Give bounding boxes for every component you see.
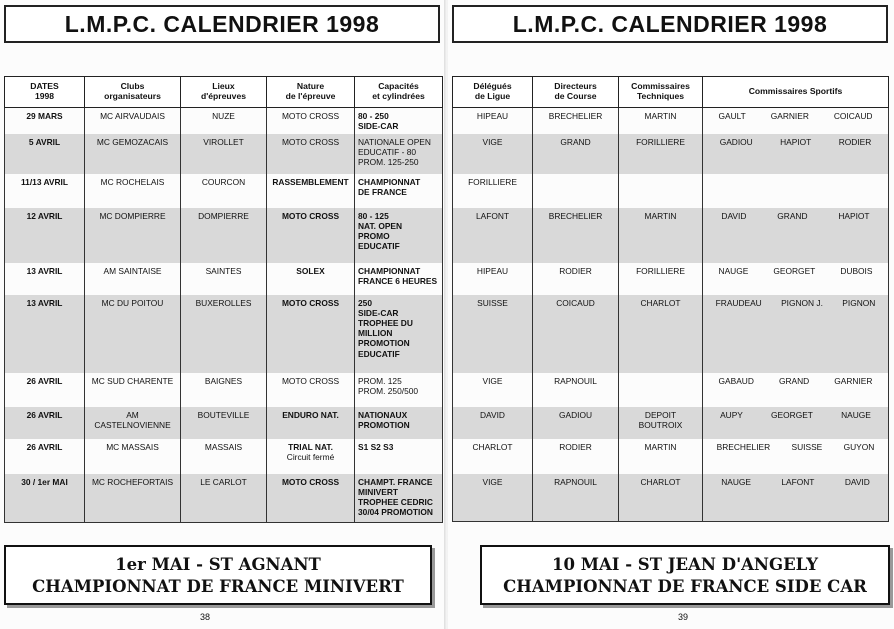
date-cell: 12 AVRIL <box>5 208 85 263</box>
right-event-banner <box>480 545 890 605</box>
table-row <box>5 263 443 295</box>
lieu-cell: SAINTES <box>181 263 267 295</box>
left-table-header <box>5 77 443 108</box>
commissaire-technique-cell: FORILLIERE <box>619 263 703 295</box>
sportif-name: GEORGET <box>771 409 813 420</box>
header-directeurs: Directeurs de Course <box>533 77 619 108</box>
commissaire-technique-cell: DEPOIT BOUTROIX <box>619 407 703 439</box>
sportif-name: DAVID <box>844 476 870 487</box>
left-page-number: 38 <box>200 612 211 622</box>
table-row <box>5 108 443 135</box>
directeur-cell: COICAUD <box>533 295 619 373</box>
sportifs-list <box>706 111 885 121</box>
sportif-name: PIGNON <box>842 297 876 308</box>
table-row <box>5 439 443 474</box>
table-row <box>5 295 443 373</box>
sportif-name: HAPIOT <box>838 210 870 221</box>
nature-cell: MOTO CROSS <box>267 108 355 135</box>
delegue-cell: CHARLOT <box>453 439 533 474</box>
left-banner-line1: 1er MAI - ST AGNANT <box>115 555 321 574</box>
directeur-cell: BRECHELIER <box>533 208 619 263</box>
date-cell: 5 AVRIL <box>5 134 85 174</box>
nature-subtext: Circuit fermé <box>286 452 335 463</box>
table-row <box>5 174 443 208</box>
date-cell: 26 AVRIL <box>5 407 85 439</box>
commissaires-sportifs-cell <box>703 263 889 295</box>
sportif-name: SUISSE <box>791 441 823 452</box>
sportifs-list <box>706 266 885 276</box>
sportif-name: DUBOIS <box>840 265 873 276</box>
lieu-cell: DOMPIERRE <box>181 208 267 263</box>
sportifs-list <box>706 137 885 147</box>
sportifs-list <box>706 410 885 420</box>
capacites-cell: 80 - 125 NAT. OPEN PROMO EDUCATIF <box>355 208 443 263</box>
sportif-name: GAULT <box>718 111 746 121</box>
commissaires-sportifs-cell <box>703 407 889 439</box>
lieu-cell: BOUTEVILLE <box>181 407 267 439</box>
directeur-cell: BRECHELIER <box>533 108 619 134</box>
capacites-cell: 80 - 250 SIDE-CAR <box>355 108 443 135</box>
lieu-cell: BAIGNES <box>181 373 267 407</box>
header-techniques: Commissaires Techniques <box>619 77 703 108</box>
nature-cell: MOTO CROSS <box>267 134 355 174</box>
commissaires-sportifs-cell <box>703 439 889 474</box>
directeur-cell: RODIER <box>533 263 619 295</box>
left-page <box>0 0 446 629</box>
sportifs-list <box>706 442 885 452</box>
sportif-name: GRAND <box>778 375 810 386</box>
sportif-name: GADIOU <box>719 136 753 147</box>
sportif-name: FRAUDEAU <box>715 297 762 308</box>
sportif-name: LAFONT <box>781 476 815 487</box>
left-page-title: L.M.P.C. CALENDRIER 1998 <box>4 5 440 43</box>
header-capacites: Capacités et cylindrées <box>355 77 443 108</box>
commissaires-sportifs-cell <box>703 373 889 407</box>
club-cell: AM SAINTAISE <box>85 263 181 295</box>
nature-cell: MOTO CROSS <box>267 373 355 407</box>
capacites-cell: PROM. 125 PROM. 250/500 <box>355 373 443 407</box>
right-page-number: 39 <box>678 612 689 622</box>
club-cell: MC SUD CHARENTE <box>85 373 181 407</box>
sportif-name: GEORGET <box>773 265 816 276</box>
club-cell: MC DOMPIERRE <box>85 208 181 263</box>
commissaires-sportifs-cell <box>703 134 889 174</box>
commissaire-technique-cell: MARTIN <box>619 439 703 474</box>
club-cell: MC ROCHELAIS <box>85 174 181 208</box>
delegue-cell: VIGE <box>453 373 533 407</box>
table-row <box>5 134 443 174</box>
table-row <box>453 439 889 474</box>
left-event-banner <box>4 545 432 605</box>
commissaire-technique-cell: MARTIN <box>619 208 703 263</box>
commissaire-technique-cell: CHARLOT <box>619 474 703 522</box>
nature-cell: SOLEX <box>267 263 355 295</box>
capacites-cell: 250 SIDE-CAR TROPHEE DU MILLION PROMOTION EDUCATIF <box>355 295 443 373</box>
commissaire-technique-cell: FORILLIERE <box>619 134 703 174</box>
commissaire-technique-cell: CHARLOT <box>619 295 703 373</box>
lieu-cell: NUZE <box>181 108 267 135</box>
lieu-cell: BUXEROLLES <box>181 295 267 373</box>
capacites-cell: NATIONAUX PROMOTION <box>355 407 443 439</box>
right-page <box>448 0 894 629</box>
left-calendar-table <box>4 76 443 523</box>
commissaires-sportifs-cell <box>703 474 889 522</box>
table-row <box>453 108 889 134</box>
table-row <box>5 373 443 407</box>
left-banner-line2: CHAMPIONNAT DE FRANCE MINIVERT <box>32 577 404 596</box>
commissaires-sportifs-cell <box>703 295 889 373</box>
sportif-name: NAUGE <box>718 265 749 276</box>
sportif-name: HAPIOT <box>780 136 812 147</box>
date-cell: 11/13 AVRIL <box>5 174 85 208</box>
right-table-header <box>453 77 889 108</box>
sportif-name: NAUGE <box>721 476 751 487</box>
date-cell: 26 AVRIL <box>5 439 85 474</box>
sportif-name: GARNIER <box>834 375 873 386</box>
header-lieux: Lieux d'épreuves <box>181 77 267 108</box>
lieu-cell: COURCON <box>181 174 267 208</box>
right-page-title: L.M.P.C. CALENDRIER 1998 <box>452 5 888 43</box>
table-row <box>453 174 889 208</box>
header-clubs: Clubs organisateurs <box>85 77 181 108</box>
nature-cell: TRIAL NAT. Circuit fermé <box>267 439 355 474</box>
delegue-cell: VIGE <box>453 134 533 174</box>
sportif-name: COICAUD <box>833 111 873 121</box>
sportif-name: BRECHELIER <box>716 441 771 452</box>
sportif-name: AUPY <box>720 409 743 420</box>
date-cell: 30 / 1er MAI <box>5 474 85 522</box>
sportif-name: DAVID <box>721 210 747 221</box>
header-nature: Nature de l'épreuve <box>267 77 355 108</box>
delegue-cell: HIPEAU <box>453 108 533 134</box>
sportif-name: GABAUD <box>718 375 754 386</box>
directeur-cell: GADIOU <box>533 407 619 439</box>
sportif-name: NAUGE <box>841 409 871 420</box>
commissaire-technique-cell <box>619 373 703 407</box>
nature-cell: MOTO CROSS <box>267 295 355 373</box>
sportifs-list <box>706 298 885 308</box>
table-row <box>453 263 889 295</box>
date-cell: 13 AVRIL <box>5 295 85 373</box>
commissaires-sportifs-cell <box>703 208 889 263</box>
directeur-cell: RAPNOUIL <box>533 373 619 407</box>
club-cell: MC MASSAIS <box>85 439 181 474</box>
directeur-cell: RAPNOUIL <box>533 474 619 522</box>
date-cell: 26 AVRIL <box>5 373 85 407</box>
delegue-cell: FORILLIERE <box>453 174 533 208</box>
nature-cell: MOTO CROSS <box>267 474 355 522</box>
club-cell: MC ROCHEFORTAIS <box>85 474 181 522</box>
club-cell: MC DU POITOU <box>85 295 181 373</box>
nature-cell: RASSEMBLEMENT <box>267 174 355 208</box>
capacites-cell: NATIONALE OPEN EDUCATIF - 80 PROM. 125-250 <box>355 134 443 174</box>
club-cell: MC AIRVAUDAIS <box>85 108 181 135</box>
sportif-name: GUYON <box>843 441 875 452</box>
delegue-cell: DAVID <box>453 407 533 439</box>
nature-cell: ENDURO NAT. <box>267 407 355 439</box>
table-row <box>453 474 889 522</box>
delegue-cell: LAFONT <box>453 208 533 263</box>
lieu-cell: VIROLLET <box>181 134 267 174</box>
table-row <box>453 407 889 439</box>
delegue-cell: SUISSE <box>453 295 533 373</box>
sportifs-list <box>706 211 885 221</box>
sportifs-list <box>706 477 885 487</box>
table-row <box>453 134 889 174</box>
header-sportifs: Commissaires Sportifs <box>703 77 889 108</box>
nature-cell: MOTO CROSS <box>267 208 355 263</box>
delegue-cell: HIPEAU <box>453 263 533 295</box>
sportif-name: GARNIER <box>770 111 809 121</box>
table-row <box>5 474 443 522</box>
commissaire-technique-cell: MARTIN <box>619 108 703 134</box>
capacites-cell: CHAMPIONNAT FRANCE 6 HEURES <box>355 263 443 295</box>
commissaires-sportifs-cell <box>703 174 889 208</box>
sportif-name: RODIER <box>838 136 872 147</box>
date-cell: 13 AVRIL <box>5 263 85 295</box>
table-row <box>453 373 889 407</box>
commissaires-sportifs-cell <box>703 108 889 134</box>
directeur-cell <box>533 174 619 208</box>
capacites-cell: CHAMPIONNAT DE FRANCE <box>355 174 443 208</box>
club-cell: MC GEMOZACAIS <box>85 134 181 174</box>
right-banner-line1: 10 MAI - ST JEAN D'ANGELY <box>551 555 818 574</box>
directeur-cell: RODIER <box>533 439 619 474</box>
commissaire-technique-cell <box>619 174 703 208</box>
directeur-cell: GRAND <box>533 134 619 174</box>
capacites-cell: CHAMPT. FRANCE MINIVERT TROPHEE CEDRIC 30/04 PROMOTION <box>355 474 443 522</box>
club-cell: AM CASTELNOVIENNE <box>85 407 181 439</box>
right-banner-line2: CHAMPIONNAT DE FRANCE SIDE CAR <box>503 577 867 596</box>
sportif-name: GRAND <box>777 210 808 221</box>
lieu-cell: LE CARLOT <box>181 474 267 522</box>
capacites-cell: S1 S2 S3 <box>355 439 443 474</box>
sportifs-list <box>706 376 885 386</box>
header-dates: DATES 1998 <box>5 77 85 108</box>
date-cell: 29 MARS <box>5 108 85 135</box>
right-officials-table <box>452 76 889 522</box>
table-row <box>5 407 443 439</box>
header-delegues: Délégués de Ligue <box>453 77 533 108</box>
table-row <box>5 208 443 263</box>
lieu-cell: MASSAIS <box>181 439 267 474</box>
table-row <box>453 295 889 373</box>
table-row <box>453 208 889 263</box>
sportif-name: PIGNON J. <box>781 297 823 308</box>
delegue-cell: VIGE <box>453 474 533 522</box>
